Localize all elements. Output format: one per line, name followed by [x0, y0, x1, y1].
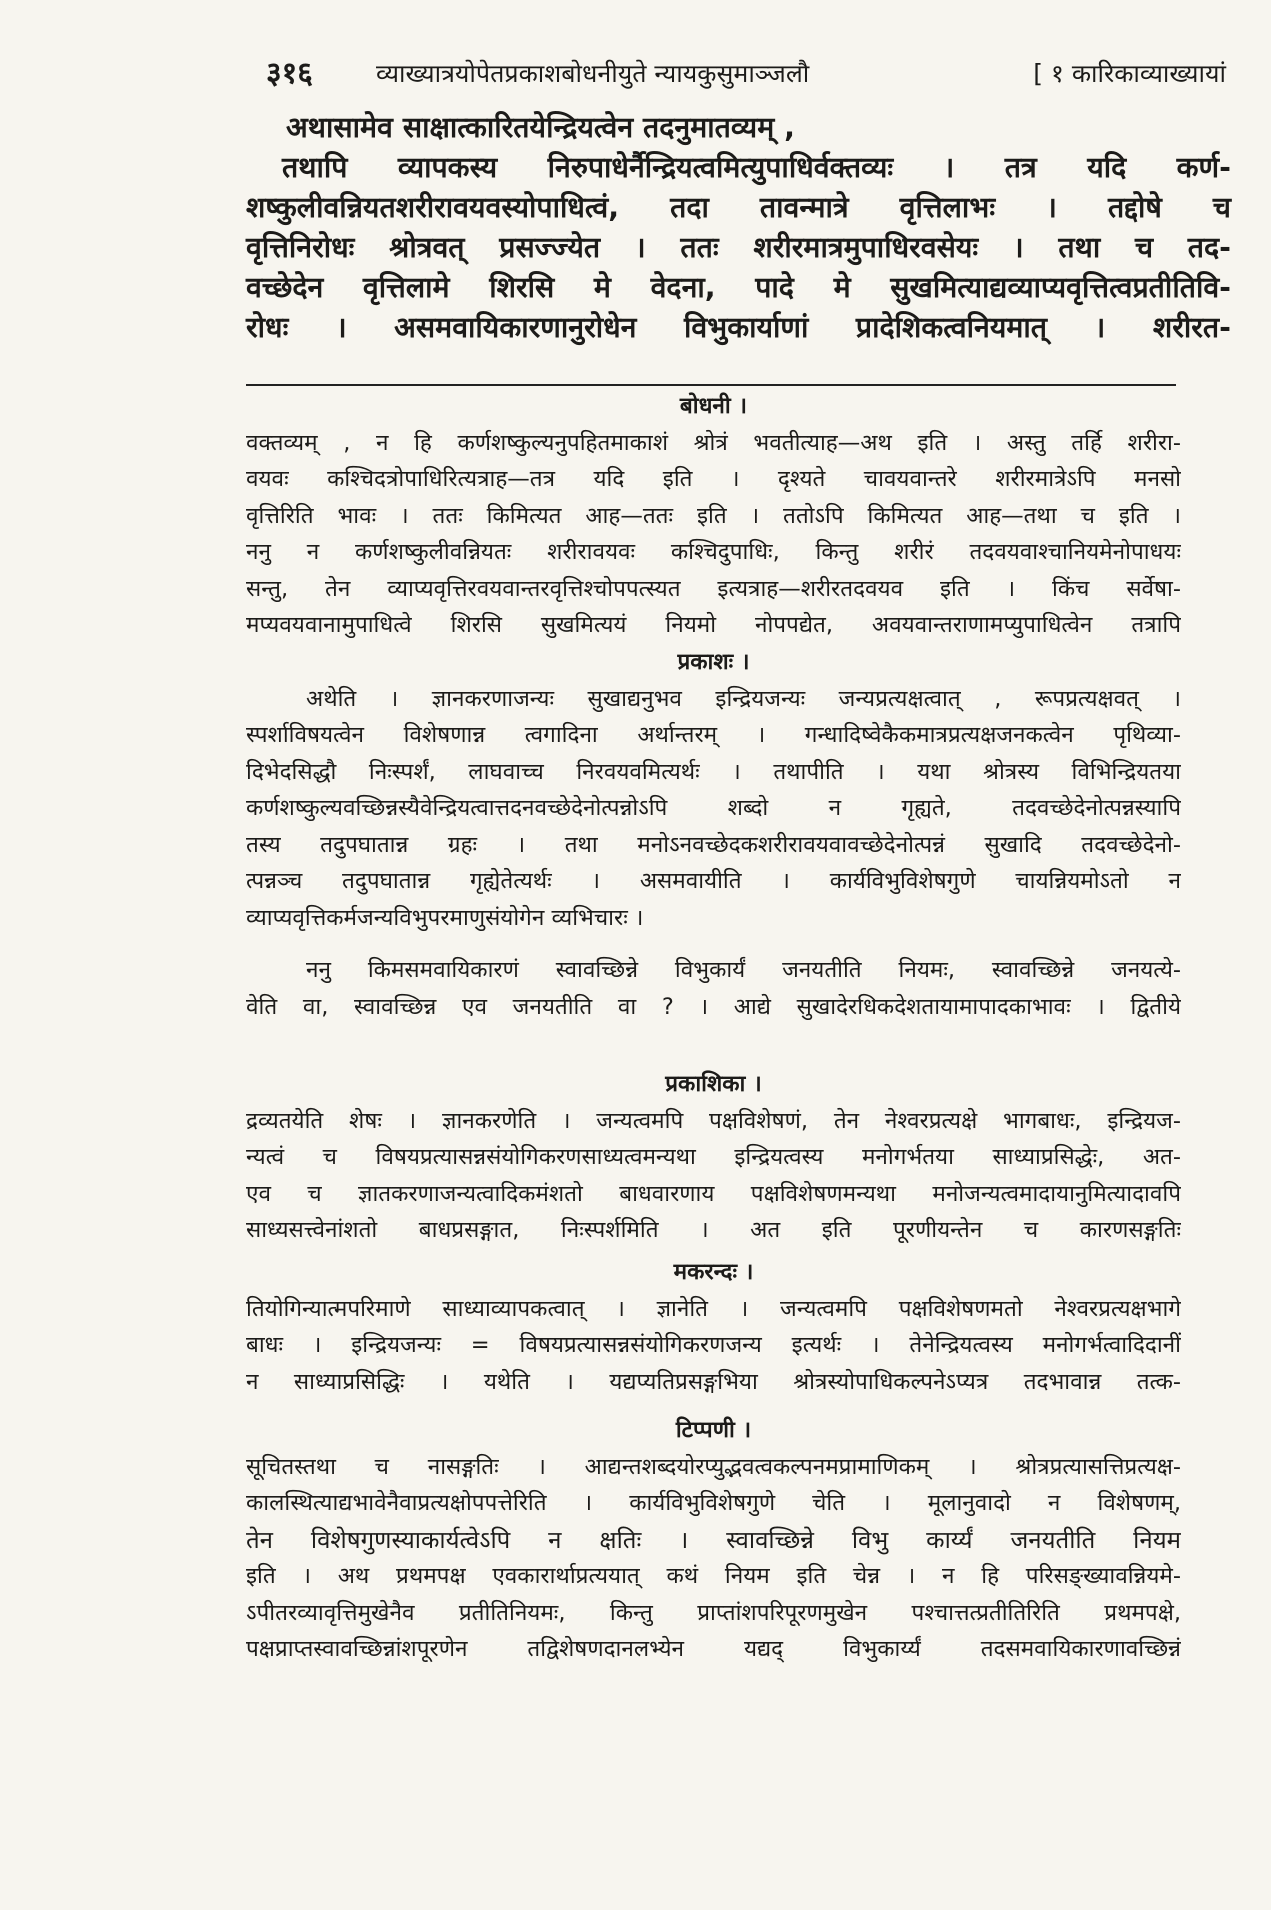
commentary-line: बाधः । इन्द्रियजन्यः = विषयप्रत्यासन्नसंयोगिकरणजन्य इत्यर्थः । तेनेन्द्रियत्वस्य मनोगर्भत्वादिदानीं [246, 1332, 1181, 1358]
tippani-notes [246, 1412, 1181, 1668]
root-line: वृत्तिनिरोधः श्रोत्रवत् प्रसज्ज्येत । ततः शरीरमात्रमुपाधिरवसेयः । तथा च तद- [246, 231, 1231, 264]
root-text [246, 108, 1231, 348]
section-heading: टिप्पणी । [675, 1417, 752, 1443]
bodhani-commentary [246, 388, 1181, 644]
commentary-line: व्याप्यवृत्तिकर्मजन्यविभुपरमाणुसंयोगेन व्यभिचारः । [246, 904, 644, 931]
running-header [266, 52, 1226, 96]
commentary-line: तेन विशेषगुणस्याकार्यत्वेऽपि न क्षतिः । स्वावच्छिन्ने विभु कार्य्यं जनयतीति नियम [246, 1525, 1181, 1554]
root-line: अथासामेव साक्षात्कारितयेन्द्रियत्वेन तदनुमातव्यम् , [286, 111, 795, 144]
section-heading: मकरन्दः । [673, 1259, 754, 1285]
commentary-line: त्पन्नञ्च तदुपघातान्न गृह्येतेत्यर्थः । असमवायीति । कार्यविभुविशेषगुणे चायन्नियमोऽतो न [246, 868, 1181, 894]
commentary-line: अथेति । ज्ञानकरणाजन्यः सुखाद्यनुभव इन्द्रियजन्यः जन्यप्रत्यक्षत्वात् , रूपप्रत्यक्षवत् । [306, 685, 1181, 712]
commentary-line: वेति वा, स्वावच्छिन्न एव जनयतीति वा ? । आद्ये सुखादेरधिकदेशतायामापादकाभावः । द्वितीये [246, 993, 1181, 1020]
commentary-line: वक्तव्यम् , न हि कर्णशष्कुल्यनुपहितमाकाशं श्रोत्रं भवतीत्याह—अथ इति । अस्तु तर्हि शरीरा- [246, 429, 1181, 456]
commentary-line: इति । अथ प्रथमपक्ष एवकारार्थाप्रत्ययात् कथं नियम इति चेन्न । न हि परिसङ्ख्यावन्नियमे- [246, 1563, 1181, 1589]
root-line: वच्छेदेन वृत्तिलामे शिरसि मे वेदना, पादे मे सुखमित्याद्यव्याप्यवृत्तित्वप्रतीतिवि- [246, 271, 1231, 304]
commentary-line: ऽपीतरव्यावृत्तिमुखेनैव प्रतीतिनियमः, किन्तु प्राप्तांशपरिपूरणमुखेन पश्चात्तत्प्रतीतिरिति प्रथमपक्षे, [246, 1599, 1181, 1626]
commentary-line: मप्यवयवानामुपाधित्वे शिरसि सुखमित्ययं नियमो नोपपद्येत, अवयवान्तराणामप्युपाधित्वेन तत्रापि [246, 612, 1181, 638]
commentary-line: ननु किमसमवायिकारणं स्वावच्छिन्ने विभुकार्यं जनयतीति नियमः, स्वावच्छिन्ने जनयत्ये- [306, 957, 1181, 983]
prakashika-commentary [246, 1066, 1181, 1249]
page-number: ३१६ [266, 56, 313, 91]
commentary-line: सूचितस्तथा च नासङ्गतिः । आद्यन्तशब्दयोरप्युद्भवत्वकल्पनमप्रामाणिकम् । श्रोत्रप्रत्यासत्तिप्रत्यक्ष- [246, 1453, 1181, 1480]
divider-rule [246, 384, 1176, 386]
section-heading: प्रकाशिका । [665, 1071, 762, 1097]
commentary-line: न साध्याप्रसिद्धिः । यथेति । यद्यप्यतिप्रसङ्गभिया श्रोत्रस्योपाधिकल्पनेऽप्यत्र तदभावान्न तत्क- [246, 1368, 1181, 1395]
section-reference: [ १ कारिकाव्याख्यायां [1033, 59, 1226, 88]
commentary-line: द्रव्यतयेति शेषः । ज्ञानकरणेति । जन्यत्वमपि पक्षविशेषणं, तेन नेश्वरप्रत्यक्षे भागबाधः, इन्द्रियज- [246, 1107, 1181, 1134]
commentary-line: वयवः कश्चिदत्रोपाधिरित्यत्राह—तत्र यदि इति । दृश्यते चावयवान्तरे शरीरमात्रेऽपि मनसो [246, 466, 1181, 492]
commentary-line: तस्य तदुपघातान्न ग्रहः । तथा मनोऽनवच्छेदकशरीरावयवावच्छेदेनोत्पन्नं सुखादि तदवच्छेदेनो- [246, 831, 1181, 858]
prakasha-commentary [246, 644, 1181, 1025]
commentary-line: एव च ज्ञातकरणाजन्यत्वादिकमंशतो बाधवारणाय पक्षविशेषणमन्यथा मनोजन्यत्वमादायानुमित्यादावपि [246, 1180, 1181, 1207]
root-line: तथापि व्यापकस्य निरुपाधेर्नैन्द्रियत्वमित्युपाधिर्वक्तव्यः । तत्र यदि कर्ण- [282, 151, 1231, 184]
commentary-line: दिभेदसिद्धौ निःस्पर्शं, लाघवाच्च निरवयवमित्यर्थः । तथापीति । यथा श्रोत्रस्य विभिन्द्रियतया [246, 758, 1181, 785]
commentary-line: कालस्थित्याद्यभावेनैवाप्रत्यक्षोपपत्तेरिति । कार्यविभुविशेषगुणे चेति । मूलानुवादो न विशेषणम्, [246, 1490, 1181, 1516]
root-line: शष्कुलीवन्नियतशरीरावयवस्योपाधित्वं, तदा तावन्मात्रे वृत्तिलाभः । तद्दोषे च [246, 191, 1231, 224]
commentary-line: साध्यसत्त्वेनांशतो बाधप्रसङ्गात, निःस्पर्शमिति । अत इति पूरणीयन्तेन च कारणसङ्गतिः [246, 1217, 1181, 1243]
commentary-line: पक्षप्राप्तस्वावच्छिन्नांशपूरणेन तद्विशेषणदानलभ्येन यद्यद् विभुकार्य्यं तदसमवायिकारणावच्छिन्नं [246, 1636, 1181, 1662]
makaranda-commentary [246, 1254, 1181, 1400]
section-heading: बोधनी । [679, 393, 748, 419]
root-line: रोधः । असमवायिकारणानुरोधेन विभुकार्याणां प्रादेशिकत्वनियमात् । शरीरत- [246, 311, 1231, 344]
commentary-line: तियोगिन्यात्मपरिमाणे साध्याव्यापकत्वात् । ज्ञानेति । जन्यत्वमपि पक्षविशेषणमतो नेश्वरप्रत्यक्षभागे [246, 1295, 1181, 1322]
commentary-line: स्पर्शाविषयत्वेन विशेषणान्न त्वगादिना अर्थान्तरम् । गन्धादिष्वेकैकमात्रप्रत्यक्षजनकत्वेन पृथिव्या- [246, 722, 1181, 748]
commentary-line: सन्तु, तेन व्याप्यवृत्तिरवयवान्तरवृत्तिश्चोपपत्स्यत इत्यत्राह—शरीरतदवयव इति । किंच सर्वेषा- [246, 575, 1181, 602]
commentary-line: वृत्तिरिति भावः । ततः किमित्यत आह—ततः इति । ततोऽपि किमित्यत आह—तथा च इति । [246, 502, 1181, 529]
section-heading: प्रकाशः । [677, 649, 750, 675]
commentary-line: ननु न कर्णशष्कुलीवन्नियतः शरीरावयवः कश्चिदुपाधिः, किन्तु शरीरं तदवयवाश्चानियमेनोपाधयः [246, 539, 1181, 565]
commentary-line: कर्णशष्कुल्यवच्छिन्नस्यैवेन्द्रियत्वात्तदनवच्छेदेनोत्पन्नोऽपि शब्दो न गृह्यते, तदवच्छेदेनोत्पन्नस्यापि [246, 795, 1181, 821]
running-title: व्याख्यात्रयोपेतप्रकाशबोधनीयुते न्यायकुसुमाञ्जलौ [376, 59, 810, 88]
commentary-line: न्यत्वं च विषयप्रत्यासन्नसंयोगिकरणसाध्यत्वमन्यथा इन्द्रियत्वस्य मनोगर्भतया साध्याप्रसिद्धेः, अत- [246, 1144, 1181, 1170]
